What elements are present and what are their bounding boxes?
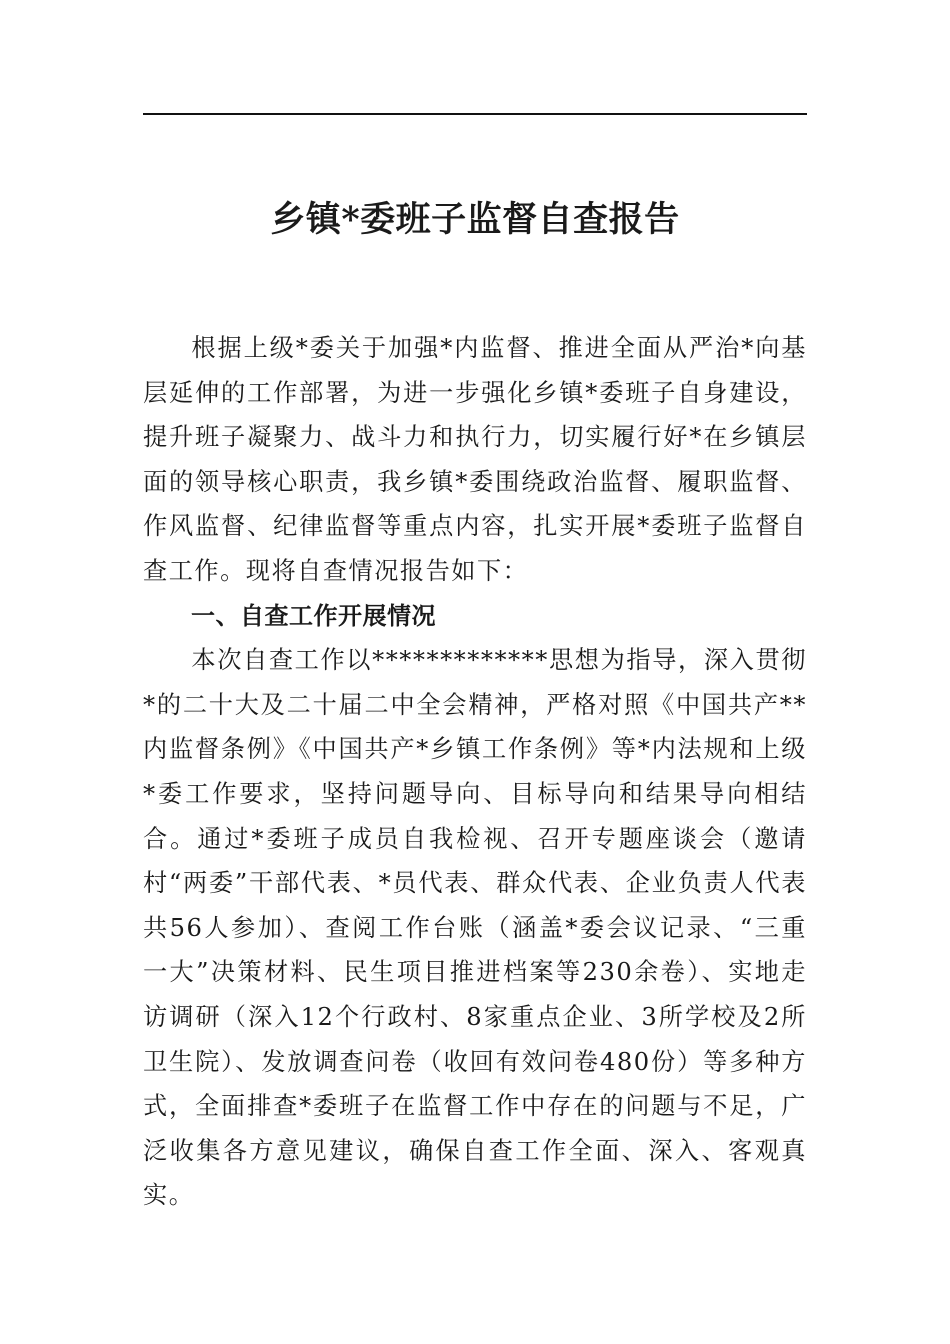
document-body bbox=[143, 326, 807, 1218]
header-rule bbox=[143, 113, 807, 115]
section-heading: 一、自查工作开展情况 bbox=[191, 601, 436, 630]
section-paragraph: 本次自查工作以*************思想为指导，深入贯彻*的二十大及二十届二中全会精神，严格对照《中国共产**内监督条例》《中国共产*乡镇工作条例》等*内法规和上级*委工作要求，坚持问题导向、目标导向和结果导向相结合。通过*委班子成员自我检视、召开专题座谈会（邀请村“两委”干部代表、*员代表、群众代表、企业负责人代表共56人参加）、查阅工作台账（涵盖*委会议记录、“三重一大”决策材料、民生项目推进档案等230余卷）、实地走访调研（深入12个行政村、8家重点企业、3所学校及2所卫生院）、发放调查问卷（收回有效问卷480份）等多种方式，全面排查*委班子在监督工作中存在的问题与不足，广泛收集各方意见建议，确保自查工作全面、深入、客观真实。 bbox=[143, 646, 807, 1210]
document-title: 乡镇*委班子监督自查报告 bbox=[270, 199, 680, 240]
intro-paragraph: 根据上级*委关于加强*内监督、推进全面从严治*向基层延伸的工作部署，为进一步强化乡镇*委班子自身建设，提升班子凝聚力、战斗力和执行力，切实履行好*在乡镇层面的领导核心职责，我乡镇*委围绕政治监督、履职监督、作风监督、纪律监督等重点内容，扎实开展*委班子监督自查工作。现将自查情况报告如下： bbox=[143, 334, 807, 585]
